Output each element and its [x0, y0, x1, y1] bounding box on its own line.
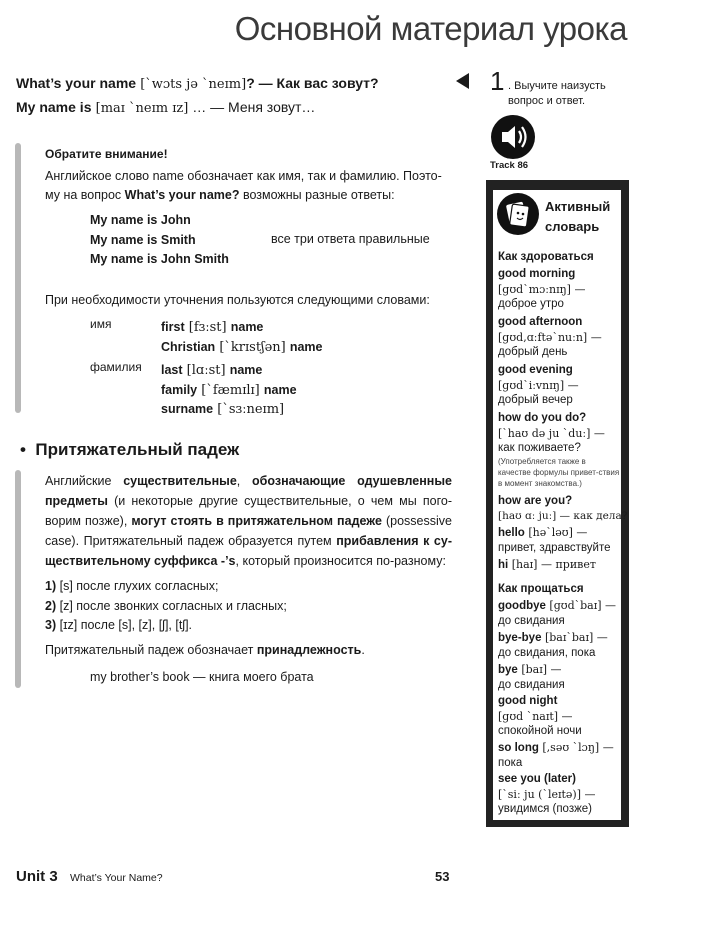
vocab-word: good afternoon — [498, 316, 583, 328]
vocab-word: how do you do? — [498, 412, 587, 424]
vocab-transcription: [baɪ] — — [517, 663, 562, 676]
vocab-translation: спокойной ночи — [498, 725, 582, 737]
vocab-word: bye-bye — [498, 632, 542, 644]
vocab-translation: до свидания — [498, 679, 565, 691]
name-word-row — [161, 338, 323, 358]
surname-words — [161, 361, 297, 420]
vocab-translation: привет, здравствуйте — [498, 542, 611, 554]
p1-i: , который произносится по-разному: — [235, 554, 446, 568]
task-text: . Выучите наизусть вопрос и ответ. — [508, 80, 606, 107]
p1-e: (и некоторые другие существительные, о чем мы пого-ворим позже), — [45, 494, 452, 528]
rule-text: [s] после глухих согласных; — [56, 579, 219, 593]
vocab-transcription: [haɪ] — привет — [508, 558, 596, 571]
vocab-word: good evening — [498, 364, 573, 376]
p1-a: Английские — [45, 474, 124, 488]
rule-item — [45, 616, 287, 636]
vocab-transcription: [,səʊ `lɔŋ] — — [538, 741, 614, 754]
rule-num: 3) — [45, 618, 57, 632]
rule-item — [45, 597, 287, 617]
vocab-title-1: Активный — [545, 199, 611, 214]
vocab-transcription: [gʊd`baɪ] — — [545, 599, 617, 612]
word-name: name — [289, 339, 323, 354]
note-text — [45, 167, 455, 205]
meaning-line — [45, 643, 365, 657]
answers-note: все три ответа правильные — [271, 232, 430, 246]
vocab-transcription: [`haʊ də ju `duː] — — [498, 427, 605, 440]
meaning-c: . — [361, 643, 365, 657]
note-text-line-1: Английское слово name обозначает как имя, так и фамилию. Поэто- — [45, 169, 442, 183]
vocab-translation: доброе утро — [498, 298, 564, 310]
bye-heading: Как прощаться — [498, 583, 584, 595]
section-title — [20, 440, 239, 460]
word-name: name — [230, 320, 264, 334]
vocab-transcription: [haʊ ɑː juː] — как дела? — [498, 510, 628, 522]
vocab-word: see you (later) — [498, 773, 576, 785]
possessive-paragraph — [45, 471, 452, 571]
vocab-word: good night — [498, 695, 558, 707]
answer-item: My name is John — [90, 213, 191, 227]
vocab-transcription: [hə`ləʊ] — — [524, 526, 588, 539]
name-word-row — [161, 318, 323, 338]
p1-g: (possessive case). Притяжательный падеж образуется путем — [45, 514, 452, 548]
surname-word-row — [161, 400, 297, 420]
vocab-title — [545, 197, 610, 237]
greet-heading: Как здороваться — [498, 251, 594, 263]
rule-text: [z] после звонких согласных и гласных; — [56, 598, 287, 613]
word-ipa: [`sɜːneɪm] — [213, 402, 285, 417]
p1-b: существительные — [123, 474, 237, 488]
note-text-2b: What’s your name? — [124, 188, 240, 202]
vocab-title-2: словарь — [545, 219, 600, 234]
track-label: Track 86 — [490, 160, 529, 171]
vocab-word: goodbye — [498, 600, 546, 612]
vocab-entry — [498, 524, 620, 541]
pronunciation-rules — [45, 577, 287, 636]
rule-item — [45, 577, 287, 597]
vocab-translation: увидимся (позже) — [498, 803, 593, 815]
vocab-translation: как поживаете? — [498, 442, 581, 454]
vocab-list — [498, 250, 628, 817]
word: surname — [161, 402, 214, 416]
label-surname: фамилия — [90, 360, 142, 374]
surname-word-row — [161, 361, 297, 381]
possessive-side-bar — [15, 470, 21, 688]
vocab-transcription: [gʊd`iːvnɪŋ] — — [498, 379, 579, 392]
note-text-line-2 — [45, 186, 455, 205]
footer-unit-title: What’s Your Name? — [70, 872, 163, 884]
vocab-translation: пока — [498, 757, 523, 769]
answer-ipa: [maɪ `neɪm ɪz] — [91, 101, 189, 116]
vocab-transcription: [baɪ`baɪ] — — [541, 631, 608, 644]
rule-num: 2) — [45, 598, 57, 613]
vocab-entry — [498, 661, 620, 678]
note-heading: Обратите внимание! — [45, 147, 168, 161]
vocab-translation: до свидания — [498, 615, 565, 627]
meaning-b: принадлежность — [256, 643, 362, 657]
meaning-a: Притяжательный падеж обозначает — [45, 643, 257, 657]
vocab-translation: добрый день — [498, 346, 568, 358]
section-title-text: Притяжательный падеж — [35, 440, 240, 459]
word: first — [161, 320, 185, 334]
p1-c: , — [236, 474, 253, 488]
answer-item: My name is John Smith — [90, 252, 229, 266]
word: family — [161, 382, 198, 397]
howdo-note: (Употребляется также в качестве формулы привет-ствия в момент знакомства.) — [498, 457, 620, 488]
word: last — [161, 363, 183, 377]
footer-unit: Unit 3 — [16, 868, 58, 885]
example-line: my brother’s book — книга моего брата — [90, 670, 314, 684]
header-answer — [16, 99, 315, 116]
dictionary-icon — [497, 193, 539, 235]
header-question — [16, 75, 379, 92]
surname-word-row — [161, 381, 297, 401]
vocab-word: hello — [498, 527, 525, 539]
word-ipa: [lɑːst] — [182, 363, 230, 378]
question-ru: ? — Как вас зовут? — [246, 75, 379, 91]
word-ipa: [`krɪstʃən] — [215, 339, 290, 355]
task-number: 1 — [490, 66, 505, 96]
note-text-2c: возможны разные ответы: — [239, 188, 395, 202]
vocab-translation: добрый вечер — [498, 394, 573, 406]
vocab-entry — [498, 739, 620, 756]
word: Christian — [161, 339, 216, 354]
answer-list — [90, 211, 229, 270]
p1-h: прибавления к су-ществительному суффикса -’s — [45, 534, 452, 568]
vocab-word: hi — [498, 559, 509, 571]
page-number: 53 — [435, 869, 450, 884]
question-en: What’s your name — [16, 75, 137, 91]
vocab-translation: до свидания, пока — [498, 647, 596, 659]
rule-text: [ɪz] после [s], [z], [ʃ], [tʃ]. — [56, 618, 193, 632]
book-glyph-icon — [497, 193, 539, 235]
p1-f: могут стоять в притяжательном падеже — [131, 514, 382, 528]
speaker-glyph-icon — [491, 115, 535, 159]
note-text-2a: му на вопрос — [45, 188, 125, 202]
question-ipa: [`wɔts jə `neɪm] — [136, 77, 247, 92]
vocab-transcription: [gʊd,ɑːftə`nuːn] — — [498, 331, 602, 344]
answer-item: My name is Smith — [90, 232, 196, 247]
audio-speaker-icon[interactable] — [491, 115, 535, 159]
vocab-entry — [498, 556, 620, 573]
vocab-word: so long — [498, 742, 539, 754]
bullet: • — [20, 440, 26, 459]
clarify-text: При необходимости уточнения пользуются следующими словами: — [45, 293, 430, 307]
vocab-word: good morning — [498, 268, 576, 280]
vocab-word: bye — [498, 664, 518, 676]
vocab-transcription: [`siː ju (`leɪtə)] — — [498, 788, 596, 801]
word-ipa: [`fæmɪlɪ] — [197, 382, 264, 398]
name-words — [161, 318, 323, 357]
rule-num: 1) — [45, 579, 57, 593]
label-name: имя — [90, 317, 112, 331]
vocab-transcription: [gʊd`mɔːnɪŋ] — — [498, 283, 586, 296]
word-name: name — [229, 363, 263, 377]
task-arrow-icon — [456, 73, 469, 89]
note-side-bar — [15, 143, 21, 413]
vocab-transcription: [gʊd `naɪt] — — [498, 710, 573, 723]
word-name: name — [263, 382, 297, 397]
vocab-entry — [498, 597, 620, 614]
vocab-word: how are you? — [498, 495, 573, 507]
vocab-entry — [498, 629, 620, 646]
page-title: Основной материал урока — [234, 10, 627, 47]
answer-en: My name is — [16, 99, 92, 115]
p1-d: обозначающие одушевленные предметы — [45, 474, 452, 508]
answer-ru: … — Меня зовут… — [188, 99, 316, 115]
word-ipa: [fɜːst] — [184, 320, 231, 335]
